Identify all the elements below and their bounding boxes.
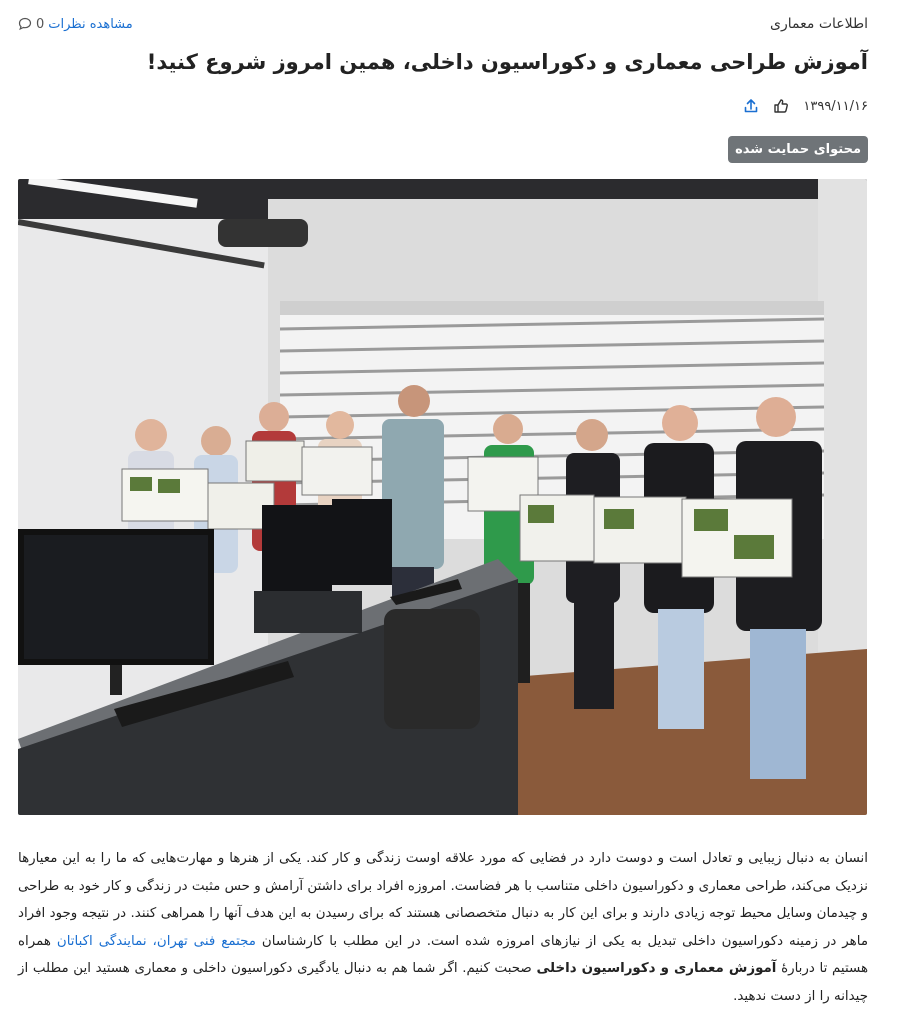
- article-meta: [743, 94, 868, 118]
- comments-label: مشاهده نظرات: [48, 16, 133, 32]
- category-label[interactable]: اطلاعات معماری: [770, 16, 868, 32]
- body-paragraph-part1: انسان به دنبال زیبایی و تعادل است و دوست دارد در فضایی که مورد علاقه اوست زندگی و کار کند. یکی از هنرها و مهارت‌هایی که ما را به این معیارها نزدیک می‌کند، طراحی معماری و دکوراسیون داخلی متناسب با هر فضاست. امروزه افراد برای داشتن آرامش و حس مثبت در زندگی و کار خود به طراحی و چیدمان وسایل محیط توجه زیادی دارند و برای این کار به دنبال متخصصانی هستند که برای رسیدن به این هدف آنها را همراهی کنند. در نتیجه وجود افراد ماهر در زمینه دکوراسیون داخلی تبدیل به یکی از نیازهای امروزه شده است. در این مطلب با کارشناسان: [18, 851, 868, 949]
- technical-complex-link[interactable]: مجتمع فنی تهران، نمایندگی اکباتان: [56, 933, 256, 949]
- sponsored-badge: محتوای حمایت شده: [728, 136, 868, 163]
- thumbs-up-icon[interactable]: [773, 98, 789, 114]
- classroom-photo-illustration: [18, 179, 867, 815]
- body-paragraph-part2: همراه هستیم تا دربارهٔ: [18, 933, 869, 977]
- body-paragraph-part3: صحبت کنیم. اگر شما هم به دنبال یادگیری دکوراسیون داخلی و معماری هستید این مطلب از چیدانه را از دست ندهید.: [18, 961, 868, 1004]
- top-bar: [18, 12, 868, 36]
- article-title: آموزش طراحی معماری و دکوراسیون داخلی، همین امروز شروع کنید!: [146, 50, 868, 74]
- publish-date: ۱۳۹۹/۱۱/۱۶: [803, 98, 868, 114]
- body-bold-keyword: آموزش معماری و دکوراسیون داخلی: [536, 961, 777, 977]
- view-comments-link[interactable]: [18, 17, 133, 32]
- article-photo: [18, 179, 867, 815]
- share-icon[interactable]: [743, 98, 759, 114]
- article-body: [18, 845, 868, 1011]
- comment-bubble-icon: [18, 17, 32, 31]
- comments-count: 0: [36, 16, 45, 32]
